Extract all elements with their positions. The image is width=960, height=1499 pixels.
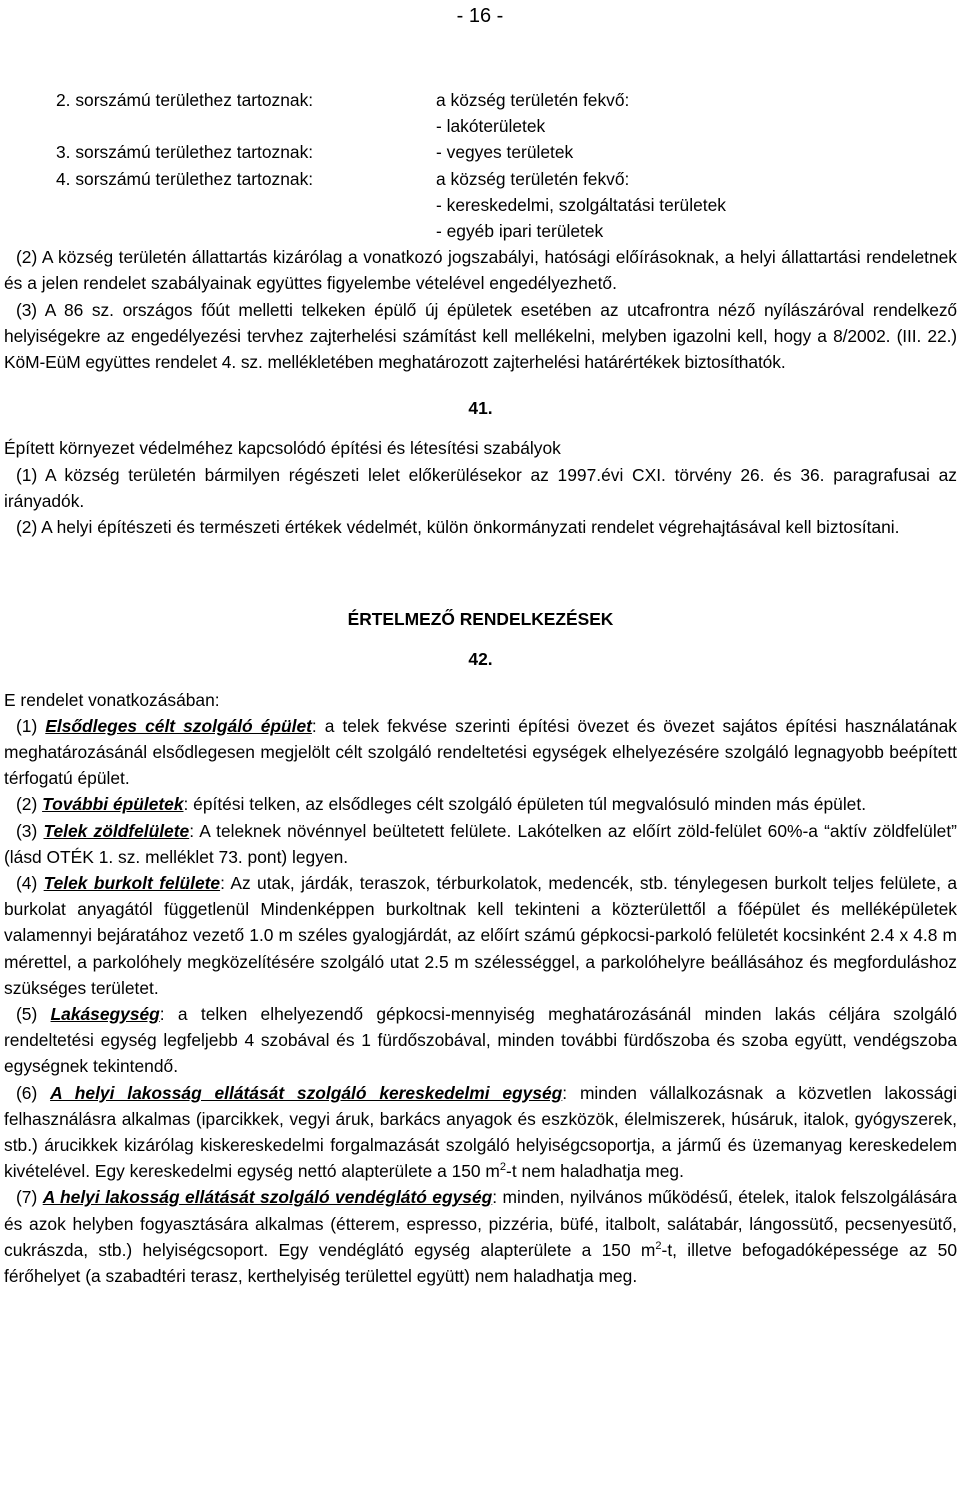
definition-number: (2) xyxy=(16,794,43,815)
definition-4 xyxy=(4,870,957,1001)
definition-text: : a telken elhelyezendő gépkocsi-mennyiség meghatározásánál minden lakás céljára szolgáló rendeltetési egység legfeljebb 4 szobával és 1 fürdőszobával, minden további fürdőszoba és szoba együtt, vendégszoba egységnek tekintendő. xyxy=(4,1003,958,1077)
section-41-paragraph-2: (2) A helyi építészeti és természeti értékek védelmét, külön önkormányzati rendelet végrehajtásával kell biztosítani. xyxy=(16,516,900,537)
chapter-heading xyxy=(4,606,957,632)
definition-term: A helyi lakosság ellátását szolgáló kereskedelmi egység xyxy=(50,1082,563,1103)
chapter-title: ÉRTELMEZŐ RENDELKEZÉSEK xyxy=(347,609,614,630)
superscript: 2 xyxy=(655,1239,662,1252)
section-41-paragraph-1: (1) A község területén bármilyen régészeti lelet előkerülésekor az 1997.évi CXI. törvény 26. és 36. paragrafusai az irányadók. xyxy=(4,464,957,511)
zone-row xyxy=(4,192,957,218)
zone-list xyxy=(4,87,957,244)
section-number: 41. xyxy=(468,398,493,419)
zone-label: 3. sorszámú területhez tartoznak: xyxy=(56,142,314,163)
definition-5 xyxy=(4,1001,957,1080)
section-42-intro: E rendelet vonatkozásában: xyxy=(4,689,220,710)
zone-value: - vegyes területek xyxy=(436,142,574,163)
definition-term: Telek zöldfelülete xyxy=(43,820,190,841)
definition-3 xyxy=(4,818,957,870)
zone-row xyxy=(4,139,957,165)
definition-number: (3) xyxy=(16,820,44,841)
zone-value: a község területén fekvő: xyxy=(436,90,630,110)
zone-value: a község területén fekvő: xyxy=(436,168,630,189)
paragraph-animal-keeping: (2) A község területén állattartás kizárólag a vonatkozó jogszabályi, hatósági előírásoknak, a helyi állattartási rendeletnek és a jelen rendelet szabályainak együttes figyelembe vételével engedélyezhető. xyxy=(4,247,957,294)
definition-number: (1) xyxy=(16,715,46,736)
zone-row xyxy=(4,87,957,113)
definition-number: (5) xyxy=(16,1003,51,1024)
definition-term: További épületek xyxy=(42,794,184,815)
definition-text-tail: -t nem haladhatja meg. xyxy=(506,1161,684,1182)
definition-term: Lakásegység xyxy=(50,1003,160,1024)
definition-text: : Az utak, járdák, teraszok, térburkolatok, medencék, stb. ténylegesen burkolt teljes felülete, a burkolat anyagától függetlenül Mindenképpen burkoltnak kell tekinteni a közterülettől a főépület és melléképületek valamennyi bejáratához vezető 1.0 m széles gyalogjárdát, az előírt számú gépkocsi-parkoló felületét kocsinként 2.4 x 4.8 m mérettel, a parkolóhely megközelítésére szolgáló utat 2.5 m szélességgel, a parkolóhelyre beállásához és megforduláshoz szükséges területet. xyxy=(4,872,957,998)
definition-number: (4) xyxy=(16,872,44,893)
definition-text: : minden, nyilvános működésű, ételek, italok felszolgálására és azok helyben fogyasztására alkalmas (étterem, espresso, pizzéria, büfé, italbolt, salátabár, lángossütő, pecsenyesütő, cukrászda, stb.) helyiségcsoport. Egy vendéglátó egység alapterülete a 150 m xyxy=(4,1187,957,1260)
definition-number: (6) xyxy=(16,1082,51,1103)
zone-value: - egyéb ipari területek xyxy=(436,220,604,241)
definition-term: Elsődleges célt szolgáló épület xyxy=(45,715,312,736)
definition-2 xyxy=(4,791,957,817)
zone-row xyxy=(4,166,957,192)
definition-7 xyxy=(4,1184,957,1289)
section-42-number xyxy=(4,646,957,672)
zone-row xyxy=(4,218,957,244)
page-number: - 16 - xyxy=(456,5,504,27)
page-content xyxy=(4,87,957,1289)
definition-text: : A teleknek növénnyel beültetett felülete. Lakótelken az előírt zöld-felület 60%-a “aktív zöldfelület” (lásd OTÉK 1. sz. melléklet 73. pont) legyen. xyxy=(4,820,957,867)
zone-row xyxy=(4,113,957,139)
definition-text: : minden vállalkozásnak a közvetlen lakossági felhasználásra alkalmas (iparcikkek, vegyi áruk, barkács anyagok és eszközök, élelmiszerek, húsáruk, italok, gyógyszerek, stb.) árucikkek kizárólag kiskereskedelmi forgalmazását szolgáló helyiségcsoportja, a jármű és üzemanyag kereskedelem kivételével. Egy kereskedelmi egység nettó alapterülete a 150 m xyxy=(4,1082,957,1182)
zone-label: 2. sorszámú területhez tartoznak: xyxy=(56,90,314,110)
definition-text-tail: -t, illetve befogadóképessége az 50 férőhelyet (a szabadtéri terasz, kerthelyiség területtel együtt) nem haladhatja meg. xyxy=(4,1239,957,1286)
definition-text: : építési telken, az elsődleges célt szolgáló épületen túl megvalósuló minden más épület. xyxy=(183,794,867,815)
superscript: 2 xyxy=(499,1161,507,1174)
zone-value: - lakóterületek xyxy=(436,116,546,137)
zone-value: - kereskedelmi, szolgáltatási területek xyxy=(436,194,726,215)
definition-number: (7) xyxy=(16,1187,43,1208)
paragraph-noise: (3) A 86 sz. országos főút melletti telkeken épülő új épületek esetében az utcafrontra néző nyílászáróval rendelkező helyiségekre az engedélyezési tervhez zajterhelési számítást kell mellékelni, melyben igazolni kell, hogy a 8/2002. (III. 22.) KöM-EüM együttes rendelet 4. sz. mellékletében meghatározott zajterhelési határértékek biztosíthatók. xyxy=(4,299,957,372)
section-number: 42. xyxy=(468,649,493,670)
section-41-number xyxy=(4,395,957,421)
definition-6 xyxy=(4,1080,957,1185)
definition-1 xyxy=(4,713,957,792)
definition-term: A helyi lakosság ellátását szolgáló vendéglátó egység xyxy=(42,1187,493,1208)
definition-term: Telek burkolt felülete xyxy=(43,872,221,893)
zone-label: 4. sorszámú területhez tartoznak: xyxy=(56,168,314,189)
definition-text: : a telek fekvése szerinti építési övezet és övezet sajátos építési használatának meghatározásánál elsődlegesen megjelölt célt szolgáló rendeltetési egységek elhelyezésére szolgáló legnagyobb beépített térfogatú épület. xyxy=(4,715,957,789)
section-41-title: Épített környezet védelméhez kapcsolódó építési és létesítési szabályok xyxy=(4,438,561,459)
